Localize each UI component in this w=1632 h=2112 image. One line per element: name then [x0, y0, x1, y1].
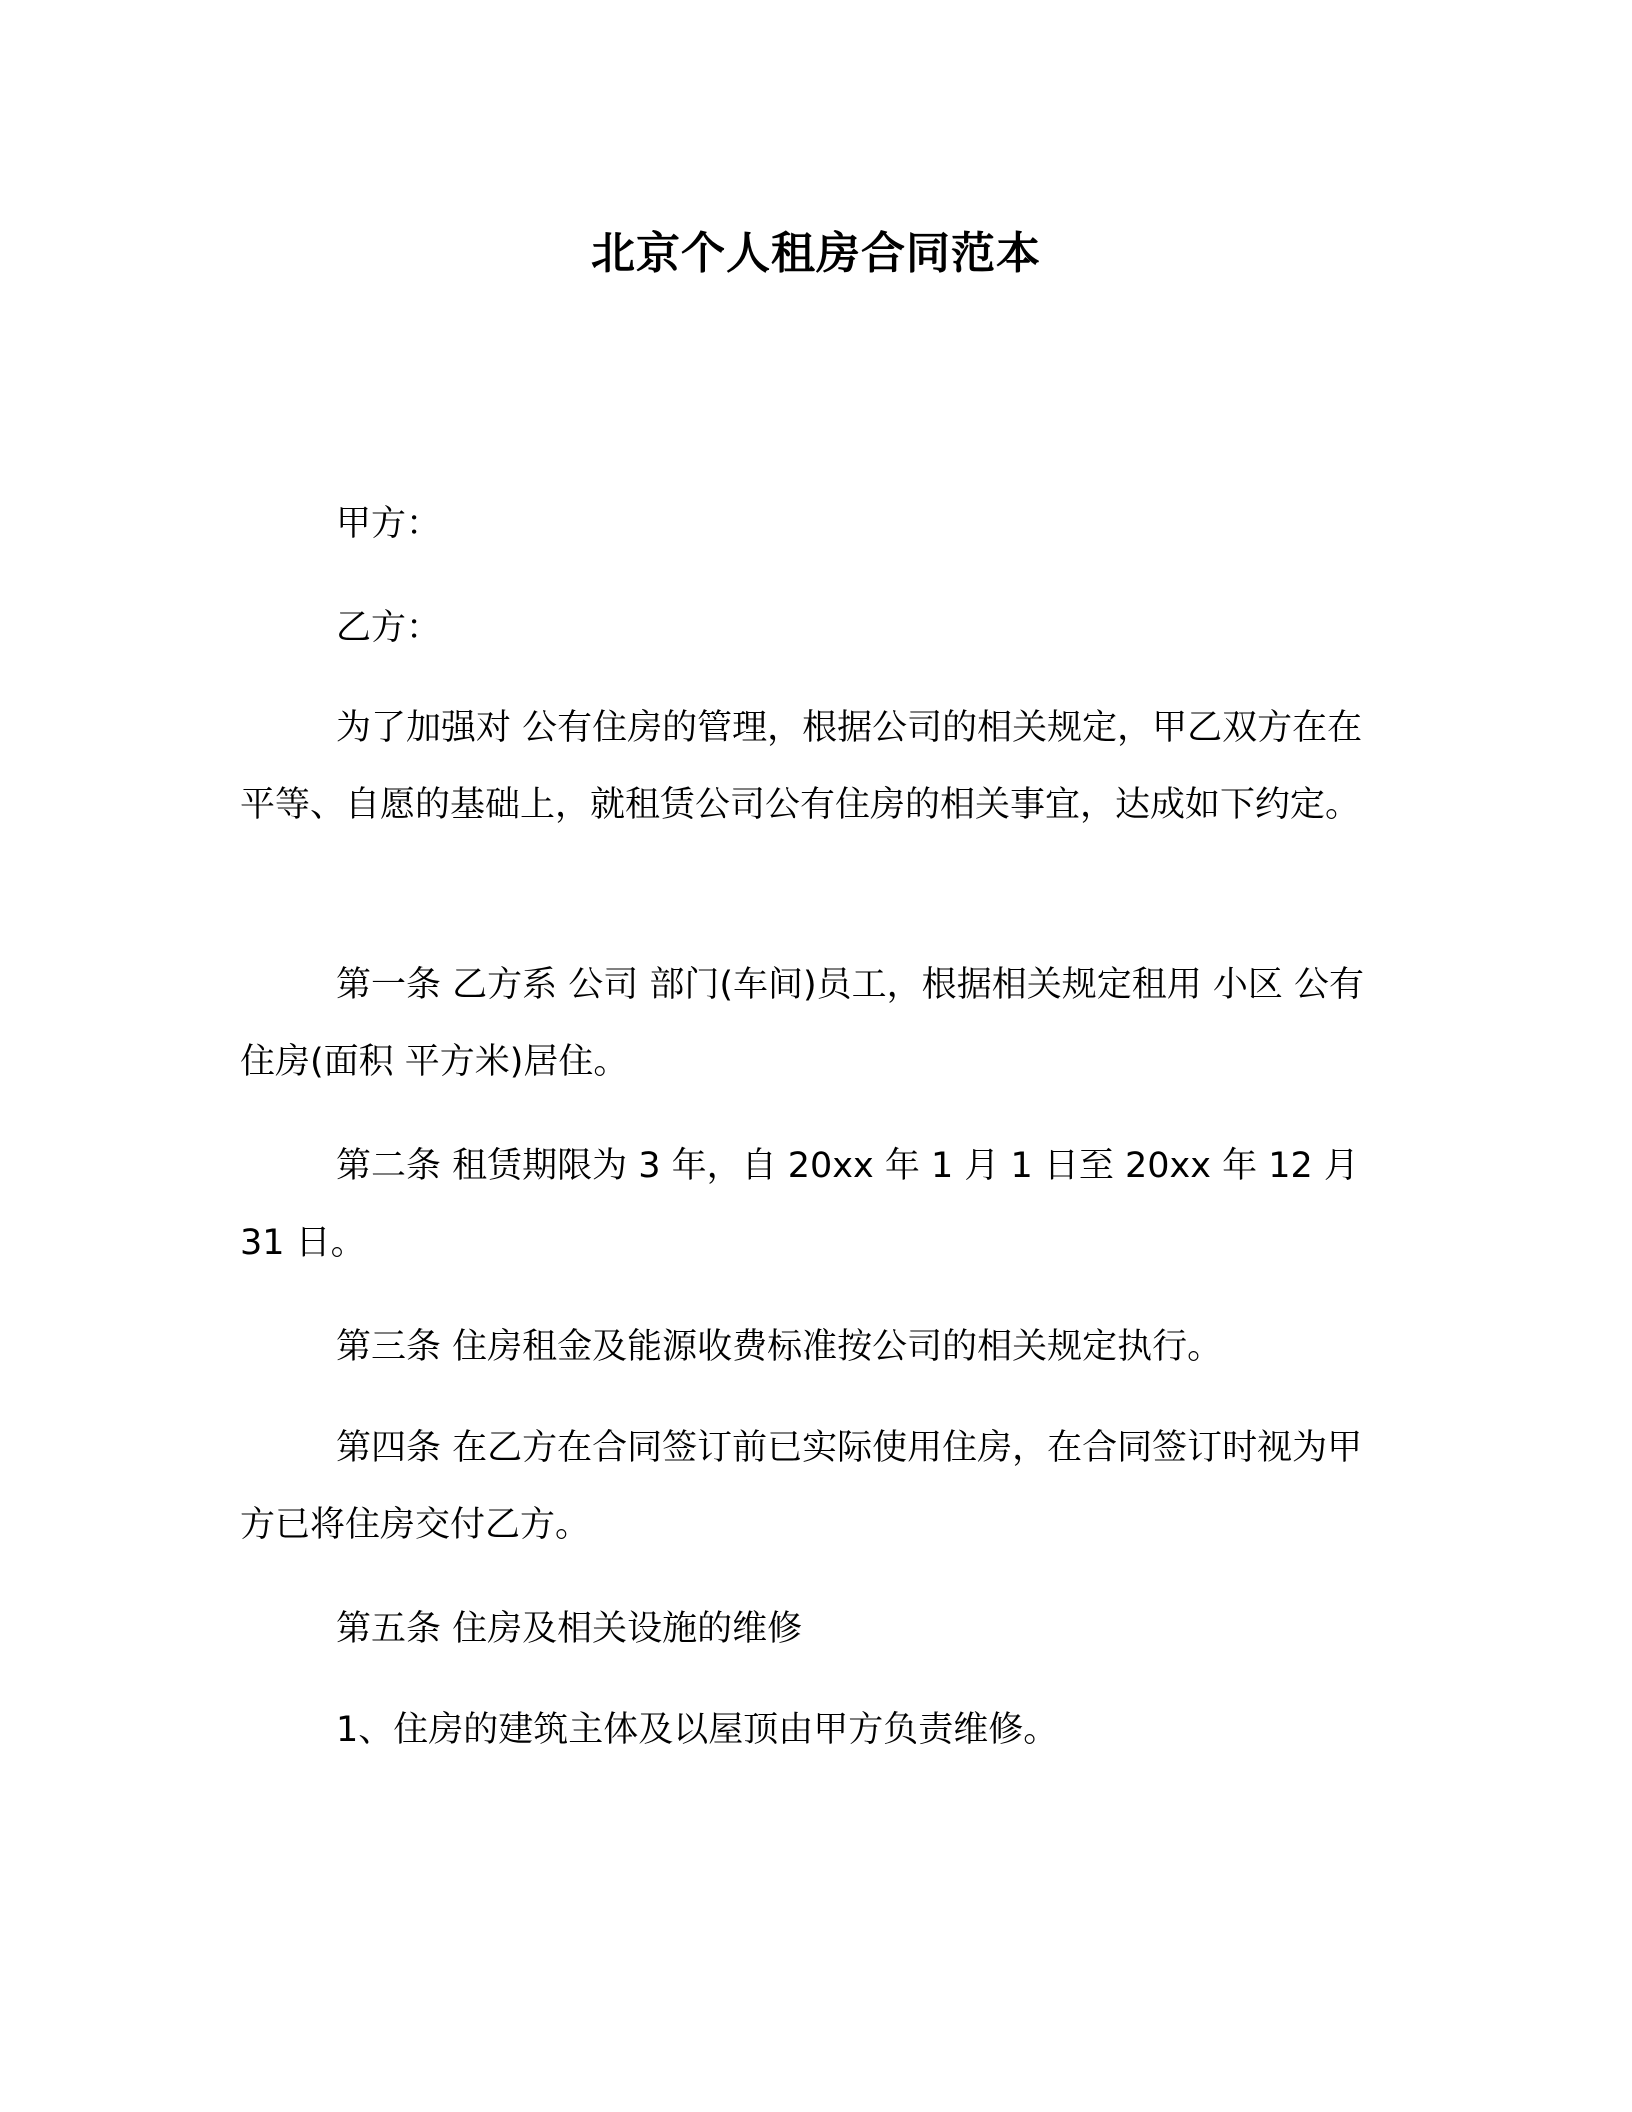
article-1-paragraph: 第一条 乙方系 公司 部门(车间)员工，根据相关规定租用 小区 公有住房(面积 平方米)居住。 — [240, 965, 1364, 1082]
article-4-paragraph: 第四条 在乙方在合同签订前已实际使用住房，在合同签订时视为甲方已将住房交付乙方。 — [240, 1428, 1363, 1545]
article-5-heading: 第五条 住房及相关设施的维修 — [336, 1609, 803, 1649]
article-2-paragraph: 第二条 租赁期限为 3 年，自 20xx 年 1 月 1 日至 20xx 年 12 月 31 日。 — [240, 1146, 1371, 1263]
preamble-paragraph: 为了加强对 公有住房的管理，根据公司的相关规定，甲乙双方在在平等、自愿的基础上，就租赁公司公有住房的相关事宜，达成如下约定。 — [240, 708, 1363, 825]
document-title: 北京个人租房合同范本 — [591, 228, 1041, 279]
article-5-item-1: 1、住房的建筑主体及以屋顶由甲方负责维修。 — [336, 1710, 1059, 1750]
party-b-line: 乙方： — [336, 608, 442, 648]
article-3-paragraph: 第三条 住房租金及能源收费标准按公司的相关规定执行。 — [336, 1327, 1223, 1367]
party-a-line: 甲方： — [336, 504, 442, 544]
